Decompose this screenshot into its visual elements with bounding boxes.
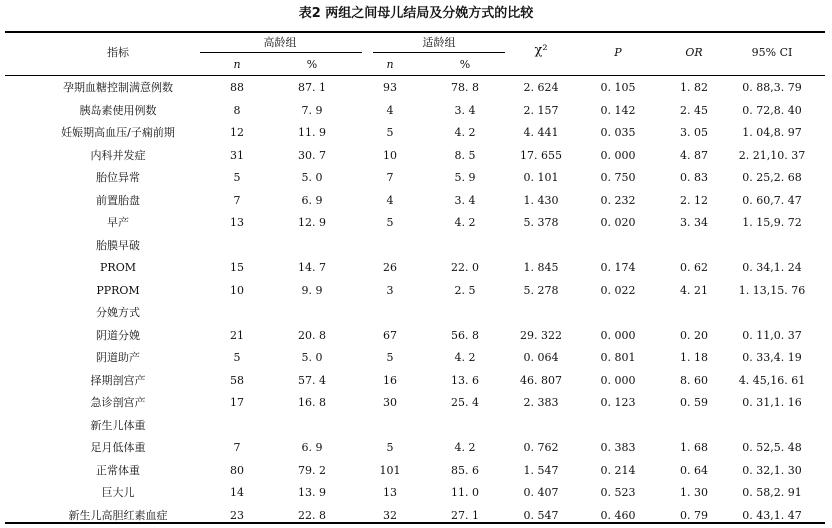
- cell-or: 8. 60: [680, 374, 708, 387]
- row-label: 急诊剖宫产: [90, 396, 146, 409]
- header-indicator: 指标: [107, 46, 129, 59]
- cell-pct-appropriate: 4. 2: [454, 441, 476, 454]
- cell-n-appropriate: 5: [386, 126, 394, 139]
- cell-p-value: 0. 022: [600, 284, 636, 297]
- cell-ci: 1. 13,15. 76: [738, 284, 806, 297]
- appropriate-group-underline: [373, 52, 505, 53]
- cell-or: 0. 64: [680, 464, 708, 477]
- cell-chi-square: 2. 383: [523, 396, 559, 409]
- cell-p-value: 0. 123: [600, 396, 636, 409]
- cell-or: 3. 05: [680, 126, 708, 139]
- cell-or: 0. 20: [680, 329, 708, 342]
- cell-n-older: 88: [230, 81, 244, 94]
- row-label: 妊娠期高血压/子痫前期: [61, 126, 175, 139]
- row-label: 足月低体重: [90, 441, 146, 454]
- cell-n-appropriate: 26: [383, 261, 397, 274]
- cell-pct-appropriate: 4. 2: [454, 126, 476, 139]
- cell-p-value: 0. 750: [600, 171, 636, 184]
- cell-p-value: 0. 020: [600, 216, 636, 229]
- cell-p-value: 0. 383: [600, 441, 636, 454]
- cell-pct-older: 30. 7: [298, 149, 326, 162]
- cell-n-older: 7: [233, 441, 241, 454]
- row-label: 阴道助产: [96, 351, 140, 364]
- cell-chi-square: 5. 378: [523, 216, 559, 229]
- cell-n-appropriate: 4: [386, 194, 394, 207]
- cell-pct-appropriate: 8. 5: [454, 149, 476, 162]
- cell-n-older: 7: [233, 194, 241, 207]
- cell-pct-appropriate: 25. 4: [451, 396, 479, 409]
- cell-or: 1. 30: [680, 486, 708, 499]
- cell-ci: 0. 58,2. 91: [742, 486, 802, 499]
- cell-chi-square: 4. 441: [523, 126, 559, 139]
- cell-pct-appropriate: 3. 4: [454, 104, 476, 117]
- cell-chi-square: 1. 547: [523, 464, 559, 477]
- cell-or: 0. 62: [680, 261, 708, 274]
- row-label: 早产: [107, 216, 129, 229]
- cell-ci: 0. 31,1. 16: [742, 396, 802, 409]
- cell-n-older: 10: [230, 284, 244, 297]
- cell-n-appropriate: 93: [383, 81, 397, 94]
- row-label: 内科并发症: [90, 149, 146, 162]
- cell-pct-older: 57. 4: [298, 374, 326, 387]
- cell-ci: 0. 43,1. 47: [742, 509, 802, 522]
- cell-p-value: 0. 000: [600, 149, 636, 162]
- row-label: 胎膜早破: [96, 239, 140, 252]
- header-pct-appropriate: %: [459, 58, 471, 71]
- cell-n-older: 5: [233, 351, 241, 364]
- cell-n-appropriate: 67: [383, 329, 397, 342]
- cell-chi-square: 5. 278: [523, 284, 559, 297]
- row-label: 胎位异常: [96, 171, 140, 184]
- cell-pct-appropriate: 4. 2: [454, 216, 476, 229]
- header-older-group: 高龄组: [263, 36, 297, 49]
- cell-pct-older: 13. 9: [298, 486, 326, 499]
- cell-chi-square: 1. 430: [523, 194, 559, 207]
- cell-p-value: 0. 142: [600, 104, 636, 117]
- cell-n-older: 13: [230, 216, 244, 229]
- cell-n-older: 23: [230, 509, 244, 522]
- cell-or: 2. 45: [680, 104, 708, 117]
- cell-n-appropriate: 5: [386, 216, 394, 229]
- cell-or: 0. 83: [680, 171, 708, 184]
- cell-chi-square: 0. 547: [523, 509, 559, 522]
- cell-pct-older: 5. 0: [301, 351, 323, 364]
- cell-ci: 0. 72,8. 40: [742, 104, 802, 117]
- cell-ci: 0. 88,3. 79: [742, 81, 802, 94]
- header-n-appropriate: n: [386, 58, 394, 71]
- cell-n-appropriate: 5: [386, 441, 394, 454]
- cell-pct-older: 6. 9: [301, 441, 323, 454]
- cell-pct-older: 11. 9: [298, 126, 326, 139]
- cell-n-older: 21: [230, 329, 244, 342]
- cell-chi-square: 0. 101: [523, 171, 559, 184]
- cell-chi-square: 0. 064: [523, 351, 559, 364]
- header-or: OR: [685, 46, 703, 59]
- header-n-older: n: [233, 58, 241, 71]
- cell-pct-appropriate: 78. 8: [451, 81, 479, 94]
- cell-pct-appropriate: 56. 8: [451, 329, 479, 342]
- cell-n-appropriate: 10: [383, 149, 397, 162]
- cell-ci: 0. 34,1. 24: [742, 261, 802, 274]
- cell-pct-appropriate: 11. 0: [451, 486, 479, 499]
- header-rule: [5, 75, 825, 76]
- cell-pct-appropriate: 4. 2: [454, 351, 476, 364]
- cell-chi-square: 2. 157: [523, 104, 559, 117]
- cell-n-appropriate: 16: [383, 374, 397, 387]
- cell-n-older: 31: [230, 149, 244, 162]
- cell-ci: 4. 45,16. 61: [738, 374, 806, 387]
- cell-n-appropriate: 13: [383, 486, 397, 499]
- cell-n-older: 14: [230, 486, 244, 499]
- older-group-underline: [200, 52, 362, 53]
- cell-pct-appropriate: 5. 9: [454, 171, 476, 184]
- cell-n-older: 17: [230, 396, 244, 409]
- table-title: 表2 两组之间母儿结局及分娩方式的比较: [298, 6, 534, 21]
- header-ci: 95% CI: [751, 46, 793, 59]
- cell-n-appropriate: 4: [386, 104, 394, 117]
- cell-n-older: 80: [230, 464, 244, 477]
- cell-pct-appropriate: 27. 1: [451, 509, 479, 522]
- cell-p-value: 0. 460: [600, 509, 636, 522]
- cell-chi-square: 0. 762: [523, 441, 559, 454]
- cell-chi-square: 1. 845: [523, 261, 559, 274]
- cell-pct-older: 20. 8: [298, 329, 326, 342]
- cell-ci: 1. 04,8. 97: [742, 126, 802, 139]
- cell-n-appropriate: 30: [383, 396, 397, 409]
- cell-or: 0. 79: [680, 509, 708, 522]
- cell-pct-older: 9. 9: [301, 284, 323, 297]
- cell-pct-appropriate: 85. 6: [451, 464, 479, 477]
- cell-p-value: 0. 214: [600, 464, 636, 477]
- cell-pct-appropriate: 13. 6: [451, 374, 479, 387]
- cell-p-value: 0. 523: [600, 486, 636, 499]
- row-label: 阴道分娩: [96, 329, 140, 342]
- cell-p-value: 0. 232: [600, 194, 636, 207]
- cell-or: 3. 34: [680, 216, 708, 229]
- cell-p-value: 0. 174: [600, 261, 636, 274]
- cell-n-appropriate: 101: [379, 464, 401, 477]
- cell-ci: 0. 60,7. 47: [742, 194, 802, 207]
- cell-pct-older: 14. 7: [298, 261, 326, 274]
- cell-pct-older: 6. 9: [301, 194, 323, 207]
- row-label: 正常体重: [96, 464, 140, 477]
- cell-chi-square: 46. 807: [520, 374, 562, 387]
- cell-n-older: 12: [230, 126, 244, 139]
- cell-or: 0. 59: [680, 396, 708, 409]
- row-label: 分娩方式: [96, 306, 140, 319]
- cell-p-value: 0. 000: [600, 329, 636, 342]
- cell-chi-square: 2. 624: [523, 81, 559, 94]
- cell-pct-appropriate: 3. 4: [454, 194, 476, 207]
- cell-or: 1. 68: [680, 441, 708, 454]
- cell-chi-square: 29. 322: [520, 329, 562, 342]
- cell-pct-older: 7. 9: [301, 104, 323, 117]
- cell-p-value: 0. 801: [600, 351, 636, 364]
- cell-or: 2. 12: [680, 194, 708, 207]
- cell-ci: 0. 32,1. 30: [742, 464, 802, 477]
- cell-or: 4. 21: [680, 284, 708, 297]
- row-label: 孕期血糖控制满意例数: [63, 81, 173, 94]
- cell-pct-older: 16. 8: [298, 396, 326, 409]
- cell-ci: 0. 25,2. 68: [742, 171, 802, 184]
- cell-n-older: 58: [230, 374, 244, 387]
- cell-pct-older: 22. 8: [298, 509, 326, 522]
- header-pct-older: %: [306, 58, 318, 71]
- cell-pct-appropriate: 22. 0: [451, 261, 479, 274]
- cell-n-appropriate: 7: [386, 171, 394, 184]
- cell-ci: 2. 21,10. 37: [738, 149, 806, 162]
- cell-pct-older: 5. 0: [301, 171, 323, 184]
- header-p: P: [614, 46, 622, 59]
- cell-p-value: 0. 105: [600, 81, 636, 94]
- cell-n-appropriate: 5: [386, 351, 394, 364]
- cell-pct-older: 87. 1: [298, 81, 326, 94]
- cell-chi-square: 17. 655: [520, 149, 562, 162]
- row-label: 择期剖宫产: [90, 374, 146, 387]
- header-chi-square: χ²: [534, 43, 548, 58]
- cell-or: 1. 18: [680, 351, 708, 364]
- row-label: PROM: [100, 261, 136, 274]
- row-label: PPROM: [96, 284, 140, 297]
- cell-pct-older: 12. 9: [298, 216, 326, 229]
- row-label: 新生儿体重: [90, 419, 146, 432]
- cell-n-older: 15: [230, 261, 244, 274]
- cell-ci: 0. 11,0. 37: [742, 329, 802, 342]
- cell-n-older: 8: [233, 104, 241, 117]
- row-label: 巨大儿: [101, 486, 135, 499]
- cell-or: 1. 82: [680, 81, 708, 94]
- top-rule: [5, 31, 825, 33]
- cell-ci: 1. 15,9. 72: [742, 216, 802, 229]
- cell-p-value: 0. 035: [600, 126, 636, 139]
- cell-pct-older: 79. 2: [298, 464, 326, 477]
- cell-n-older: 5: [233, 171, 241, 184]
- row-label: 新生儿高胆红素血症: [68, 509, 168, 522]
- row-label: 前置胎盘: [96, 194, 140, 207]
- cell-pct-appropriate: 2. 5: [454, 284, 476, 297]
- header-appropriate-group: 适龄组: [422, 36, 456, 49]
- cell-p-value: 0. 000: [600, 374, 636, 387]
- cell-n-appropriate: 3: [386, 284, 394, 297]
- row-label: 胰岛素使用例数: [79, 104, 157, 117]
- cell-n-appropriate: 32: [383, 509, 397, 522]
- cell-ci: 0. 33,4. 19: [742, 351, 802, 364]
- cell-chi-square: 0. 407: [523, 486, 559, 499]
- cell-or: 4. 87: [680, 149, 708, 162]
- cell-ci: 0. 52,5. 48: [742, 441, 802, 454]
